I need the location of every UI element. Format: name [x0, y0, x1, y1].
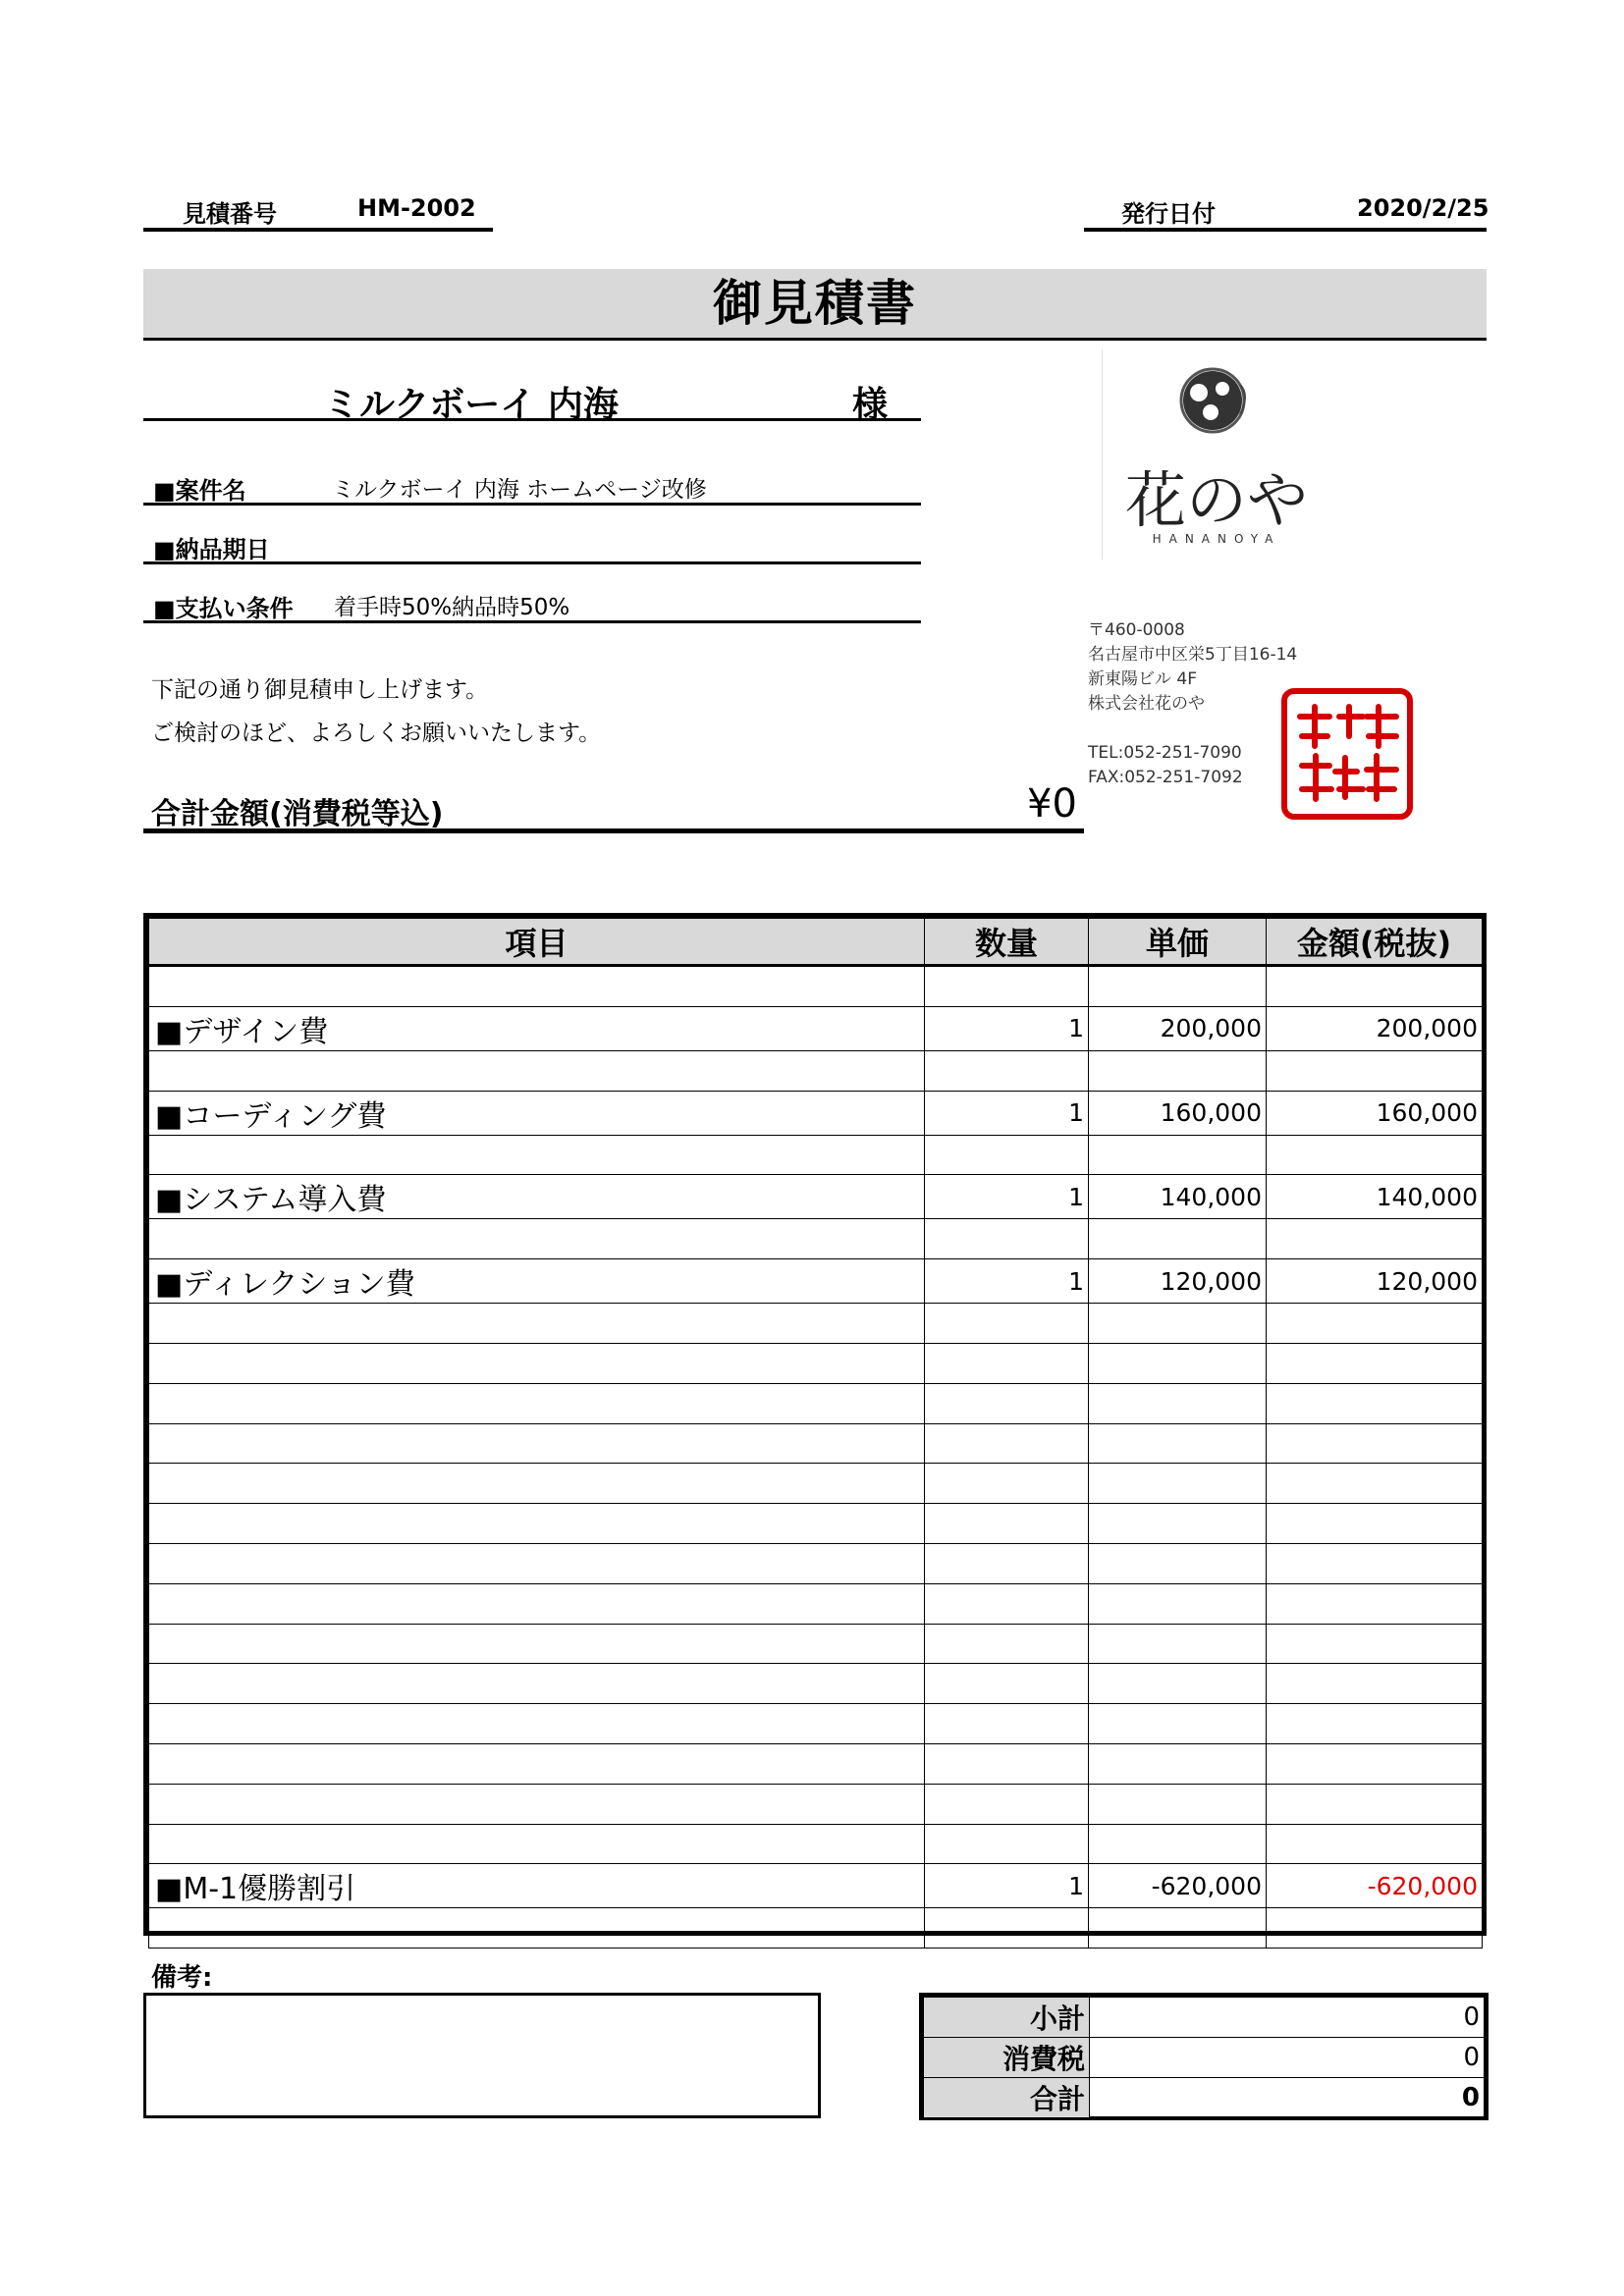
table-row [149, 1343, 1483, 1383]
amount-cell [1267, 1704, 1483, 1744]
amount-cell [1267, 1504, 1483, 1544]
item-cell [149, 1304, 925, 1344]
item-cell [149, 1383, 925, 1423]
item-cell [149, 1504, 925, 1544]
amount-cell: 120,000 [1267, 1259, 1483, 1304]
unit-price-cell [1089, 1423, 1267, 1464]
header-underline-left [143, 228, 493, 232]
total-underline [143, 828, 1084, 833]
summary-total-label: 合計 [924, 2078, 1090, 2118]
item-cell [149, 1135, 925, 1175]
company-address-1: 名古屋市中区栄5丁目16-14 [1088, 645, 1298, 665]
message-line-2: ご検討のほど、よろしくお願いいたします。 [151, 721, 602, 746]
logo-subtext: HANANOYA [1152, 532, 1281, 546]
field-project-label: ■案件名 [153, 477, 246, 505]
table-row [149, 1664, 1483, 1704]
remarks-label: 備考: [151, 1963, 213, 1993]
summary-subtotal-label: 小計 [924, 1998, 1090, 2038]
amount-cell [1267, 1784, 1483, 1824]
qty-cell [925, 1743, 1089, 1784]
amount-cell [1267, 1423, 1483, 1464]
company-name: 株式会社花のや [1088, 694, 1205, 714]
document-title: 御見積書 [713, 275, 917, 332]
item-cell [149, 966, 925, 1007]
table-row [149, 1050, 1483, 1091]
qty-cell: 1 [925, 1175, 1089, 1219]
estimate-no: HM-2002 [357, 194, 476, 222]
column-header-unit-price: 単価 [1089, 919, 1267, 966]
logo-text: 花のや [1124, 464, 1308, 536]
table-row [149, 1824, 1483, 1864]
table-row [149, 1175, 1483, 1219]
issue-date: 2020/2/25 [1357, 194, 1489, 222]
unit-price-cell [1089, 1784, 1267, 1824]
unit-price-cell [1089, 1743, 1267, 1784]
item-cell: ■ディレクション費 [149, 1259, 925, 1304]
qty-cell [925, 1504, 1089, 1544]
table-row [149, 1543, 1483, 1583]
summary-row-tax [924, 2038, 1485, 2078]
summary-row-total [924, 2078, 1485, 2118]
table-header-row [149, 919, 1483, 966]
item-cell [149, 1664, 925, 1704]
item-cell: ■システム導入費 [149, 1175, 925, 1219]
total-label: 合計金額(消費税等込) [151, 797, 444, 831]
header-underline-right [1084, 228, 1487, 232]
unit-price-cell [1089, 1504, 1267, 1544]
amount-cell [1267, 1664, 1483, 1704]
amount-cell [1267, 1543, 1483, 1583]
amount-cell: 140,000 [1267, 1175, 1483, 1219]
column-header-qty: 数量 [925, 919, 1089, 966]
total-value: ¥0 [1027, 781, 1077, 827]
qty-cell [925, 1304, 1089, 1344]
item-cell [149, 1704, 925, 1744]
summary-tax-value: 0 [1090, 2038, 1485, 2078]
unit-price-cell: 200,000 [1089, 1006, 1267, 1050]
item-cell [149, 1050, 925, 1091]
item-cell [149, 1423, 925, 1464]
qty-cell: 1 [925, 1006, 1089, 1050]
table-row [149, 1704, 1483, 1744]
table-row [149, 1743, 1483, 1784]
table-row [149, 966, 1483, 1007]
qty-cell [925, 1908, 1089, 1949]
amount-cell [1267, 1743, 1483, 1784]
summary-subtotal-value: 0 [1090, 1998, 1485, 2038]
amount-cell: 160,000 [1267, 1091, 1483, 1135]
amount-cell [1267, 1824, 1483, 1864]
table-row [149, 1135, 1483, 1175]
summary-total-value: 0 [1090, 2078, 1485, 2118]
company-postal: 〒460-0008 [1088, 620, 1185, 640]
unit-price-cell: 140,000 [1089, 1175, 1267, 1219]
item-cell [149, 1784, 925, 1824]
summary-table [919, 1993, 1489, 2120]
amount-cell [1267, 1383, 1483, 1423]
table-row [149, 1784, 1483, 1824]
item-cell [149, 1743, 925, 1784]
issue-date-label: 発行日付 [1121, 200, 1216, 228]
qty-cell: 1 [925, 1864, 1089, 1908]
table-row [149, 1006, 1483, 1050]
table-row [149, 1583, 1483, 1624]
field-project-value: ミルクボーイ 内海 ホームページ改修 [332, 477, 707, 503]
amount-cell [1267, 966, 1483, 1007]
qty-cell: 1 [925, 1259, 1089, 1304]
qty-cell [925, 1543, 1089, 1583]
item-cell [149, 1624, 925, 1664]
qty-cell [925, 1784, 1089, 1824]
client-honorific: 様 [852, 385, 889, 425]
unit-price-cell: -620,000 [1089, 1864, 1267, 1908]
item-cell [149, 1219, 925, 1259]
unit-price-cell [1089, 1824, 1267, 1864]
column-header-amount: 金額(税抜) [1267, 919, 1483, 966]
table-row [149, 1091, 1483, 1135]
estimate-no-label: 見積番号 [183, 200, 277, 228]
amount-cell [1267, 1624, 1483, 1664]
company-fax: FAX:052-251-7092 [1088, 768, 1243, 787]
qty-cell [925, 1135, 1089, 1175]
field-project-underline [143, 503, 921, 506]
table-row [149, 1383, 1483, 1423]
amount-cell [1267, 1304, 1483, 1344]
item-cell [149, 1583, 925, 1624]
message-line-1: 下記の通り御見積申し上げます。 [151, 677, 489, 703]
qty-cell: 1 [925, 1091, 1089, 1135]
unit-price-cell [1089, 1304, 1267, 1344]
table-row [149, 1464, 1483, 1504]
summary-tax-label: 消費税 [924, 2038, 1090, 2078]
qty-cell [925, 1464, 1089, 1504]
unit-price-cell [1089, 1050, 1267, 1091]
table-row [149, 1624, 1483, 1664]
amount-cell [1267, 1908, 1483, 1949]
qty-cell [925, 1050, 1089, 1091]
amount-cell [1267, 1583, 1483, 1624]
field-delivery-label: ■納品期日 [153, 536, 270, 563]
unit-price-cell [1089, 1583, 1267, 1624]
item-cell [149, 1343, 925, 1383]
qty-cell [925, 1583, 1089, 1624]
unit-price-cell [1089, 1704, 1267, 1744]
company-address-2: 新東陽ビル 4F [1088, 669, 1197, 689]
client-name: ミルクボーイ 内海 [324, 385, 619, 425]
amount-cell [1267, 1343, 1483, 1383]
unit-price-cell [1089, 1908, 1267, 1949]
unit-price-cell [1089, 1664, 1267, 1704]
amount-cell: -620,000 [1267, 1864, 1483, 1908]
unit-price-cell [1089, 1219, 1267, 1259]
qty-cell [925, 1624, 1089, 1664]
column-header-item: 項目 [149, 919, 925, 966]
qty-cell [925, 1423, 1089, 1464]
unit-price-cell: 160,000 [1089, 1091, 1267, 1135]
amount-cell [1267, 1050, 1483, 1091]
qty-cell [925, 1824, 1089, 1864]
field-payment-label: ■支払い条件 [153, 595, 294, 622]
table-row [149, 1908, 1483, 1949]
table-row [149, 1504, 1483, 1544]
item-cell [149, 1464, 925, 1504]
item-cell: ■M-1優勝割引 [149, 1864, 925, 1908]
unit-price-cell [1089, 1135, 1267, 1175]
unit-price-cell [1089, 1343, 1267, 1383]
qty-cell [925, 966, 1089, 1007]
amount-cell [1267, 1135, 1483, 1175]
qty-cell [925, 1664, 1089, 1704]
unit-price-cell [1089, 1464, 1267, 1504]
client-underline [143, 418, 921, 421]
item-cell: ■デザイン費 [149, 1006, 925, 1050]
item-cell: ■コーディング費 [149, 1091, 925, 1135]
item-cell [149, 1908, 925, 1949]
company-seal-icon [1280, 687, 1414, 821]
field-payment-underline [143, 620, 921, 623]
items-table [143, 913, 1487, 1936]
summary-row-subtotal [924, 1998, 1485, 2038]
qty-cell [925, 1383, 1089, 1423]
unit-price-cell [1089, 1624, 1267, 1664]
amount-cell: 200,000 [1267, 1006, 1483, 1050]
table-row [149, 1219, 1483, 1259]
amount-cell [1267, 1464, 1483, 1504]
company-address-block [1088, 618, 1297, 790]
qty-cell [925, 1343, 1089, 1383]
field-delivery-underline [143, 561, 921, 564]
company-tel: TEL:052-251-7090 [1088, 743, 1242, 763]
table-row [149, 1304, 1483, 1344]
item-cell [149, 1543, 925, 1583]
table-row [149, 1259, 1483, 1304]
table-row [149, 1423, 1483, 1464]
item-cell [149, 1824, 925, 1864]
company-logo [1102, 349, 1319, 560]
unit-price-cell [1089, 1543, 1267, 1583]
remarks-box [143, 1993, 821, 2118]
amount-cell [1267, 1219, 1483, 1259]
table-row [149, 1864, 1483, 1908]
title-band [143, 269, 1487, 341]
unit-price-cell [1089, 966, 1267, 1007]
qty-cell [925, 1219, 1089, 1259]
unit-price-cell: 120,000 [1089, 1259, 1267, 1304]
unit-price-cell [1089, 1383, 1267, 1423]
qty-cell [925, 1704, 1089, 1744]
field-payment-value: 着手時50%納品時50% [334, 595, 570, 620]
